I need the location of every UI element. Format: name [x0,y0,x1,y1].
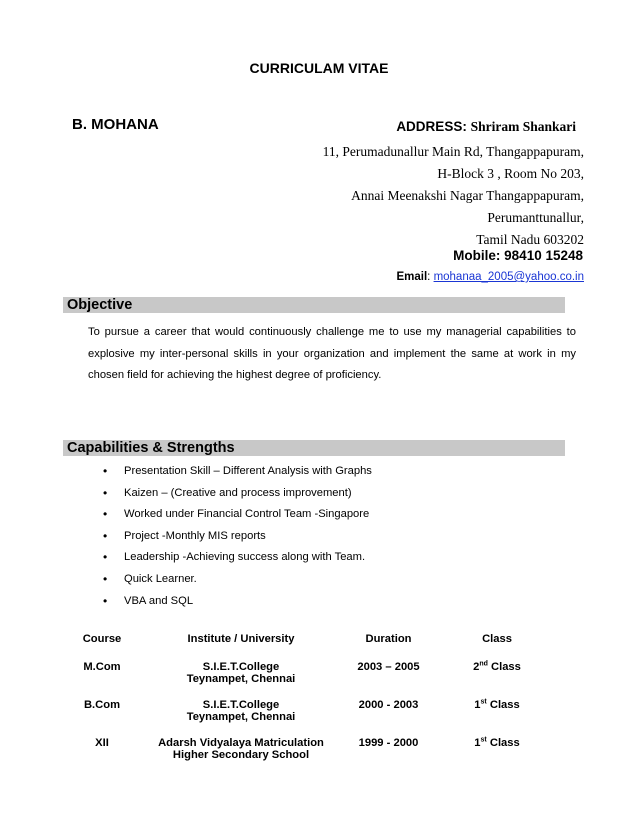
cell-class [433,734,561,772]
address-line: 11, Perumadunallur Main Rd, Thangappapuram, [322,144,584,159]
class-text: Class [486,699,520,711]
list-item-text: VBA and SQL [124,594,194,607]
objective-heading: Objective [63,297,565,313]
table-row [66,658,561,696]
list-item [103,504,372,526]
bullet-icon: • [103,571,108,586]
list-item-text: Worked under Financial Control Team -Singapore [124,508,370,521]
class-number: 1 [474,699,481,711]
cell-class [433,696,561,734]
list-item [103,591,372,613]
bullet-icon: • [103,507,108,522]
col-header-duration: Duration [365,633,412,645]
list-item-text: Quick Learner. [124,572,197,585]
address-label: ADDRESS: [396,119,467,134]
list-item-text: Project -Monthly MIS reports [124,529,266,542]
address-heading [396,119,576,134]
class-suffix: st [480,698,487,706]
list-item-text: Presentation Skill – Different Analysis with Graphs [124,465,372,477]
list-item [103,483,372,505]
list-item [103,461,372,483]
address-block [323,119,584,251]
address-line: Tamil Nadu 603202 [476,232,584,247]
cell-course: M.Com [83,661,121,673]
cell-institute [138,734,344,772]
email-separator: : [427,271,434,283]
col-header-class: Class [482,633,512,645]
address-line: H-Block 3 , Room No 203, [437,166,584,181]
institute-line: Higher Secondary School [172,749,310,761]
address-line: Perumanttunallur, [487,210,584,225]
cell-institute [138,658,344,696]
list-item-text: Leadership -Achieving success along with Team. [124,551,366,564]
capabilities-list [103,461,372,612]
list-item-text: Kaizen – (Creative and process improvement) [124,486,352,499]
bullet-icon: • [103,593,108,608]
institute-line: Teynampet, Chennai [186,673,296,685]
bullet-icon: • [103,464,108,478]
email-row [396,271,584,283]
address-recipient: Shriram Shankari [470,119,576,134]
cell-class [433,658,561,696]
institute-line: Adarsh Vidyalaya Matriculation [158,737,324,749]
bullet-icon: • [103,485,108,500]
cell-course: XII [95,737,109,749]
institute-line: Teynampet, Chennai [186,711,296,723]
class-number: 1 [474,737,481,749]
class-text: Class [487,661,521,673]
bullet-icon: • [103,528,108,543]
institute-line: S.I.E.T.College [202,699,280,711]
address-line: Annai Meenakshi Nagar Thangappapuram, [351,188,584,203]
cell-duration: 2003 – 2005 [357,661,420,673]
cell-institute [138,696,344,734]
col-header-institute: Institute / University [187,633,295,645]
list-item [103,547,372,569]
table-header-row [66,633,561,658]
cell-course: B.Com [83,699,121,711]
table-row [66,734,561,772]
col-header-course: Course [82,633,122,645]
candidate-name: B. MOHANA [72,116,159,133]
objective-text: To pursue a career that would continuously challenge me to use my managerial capabilities to explosive my inter-personal skills in your organization and implement the same at work in my chosen field for achieving the highest degree of proficiency. [88,326,576,381]
table-row [66,696,561,734]
bullet-icon: • [103,550,108,565]
class-suffix: nd [479,660,488,668]
list-item [103,569,372,591]
email-label: Email [396,271,428,283]
class-number: 2 [473,661,480,673]
capabilities-heading: Capabilities & Strengths [63,440,565,456]
class-text: Class [486,737,520,749]
class-suffix: st [480,736,487,744]
mobile-number: Mobile: 98410 15248 [453,248,583,263]
cell-duration: 1999 - 2000 [358,737,419,749]
email-link[interactable]: mohanaa_2005@yahoo.co.in [433,271,584,283]
list-item [103,526,372,548]
education-table [66,633,561,772]
institute-line: S.I.E.T.College [202,661,280,673]
cell-duration: 2000 - 2003 [358,699,419,711]
page-title: CURRICULAM VITAE [249,60,389,76]
